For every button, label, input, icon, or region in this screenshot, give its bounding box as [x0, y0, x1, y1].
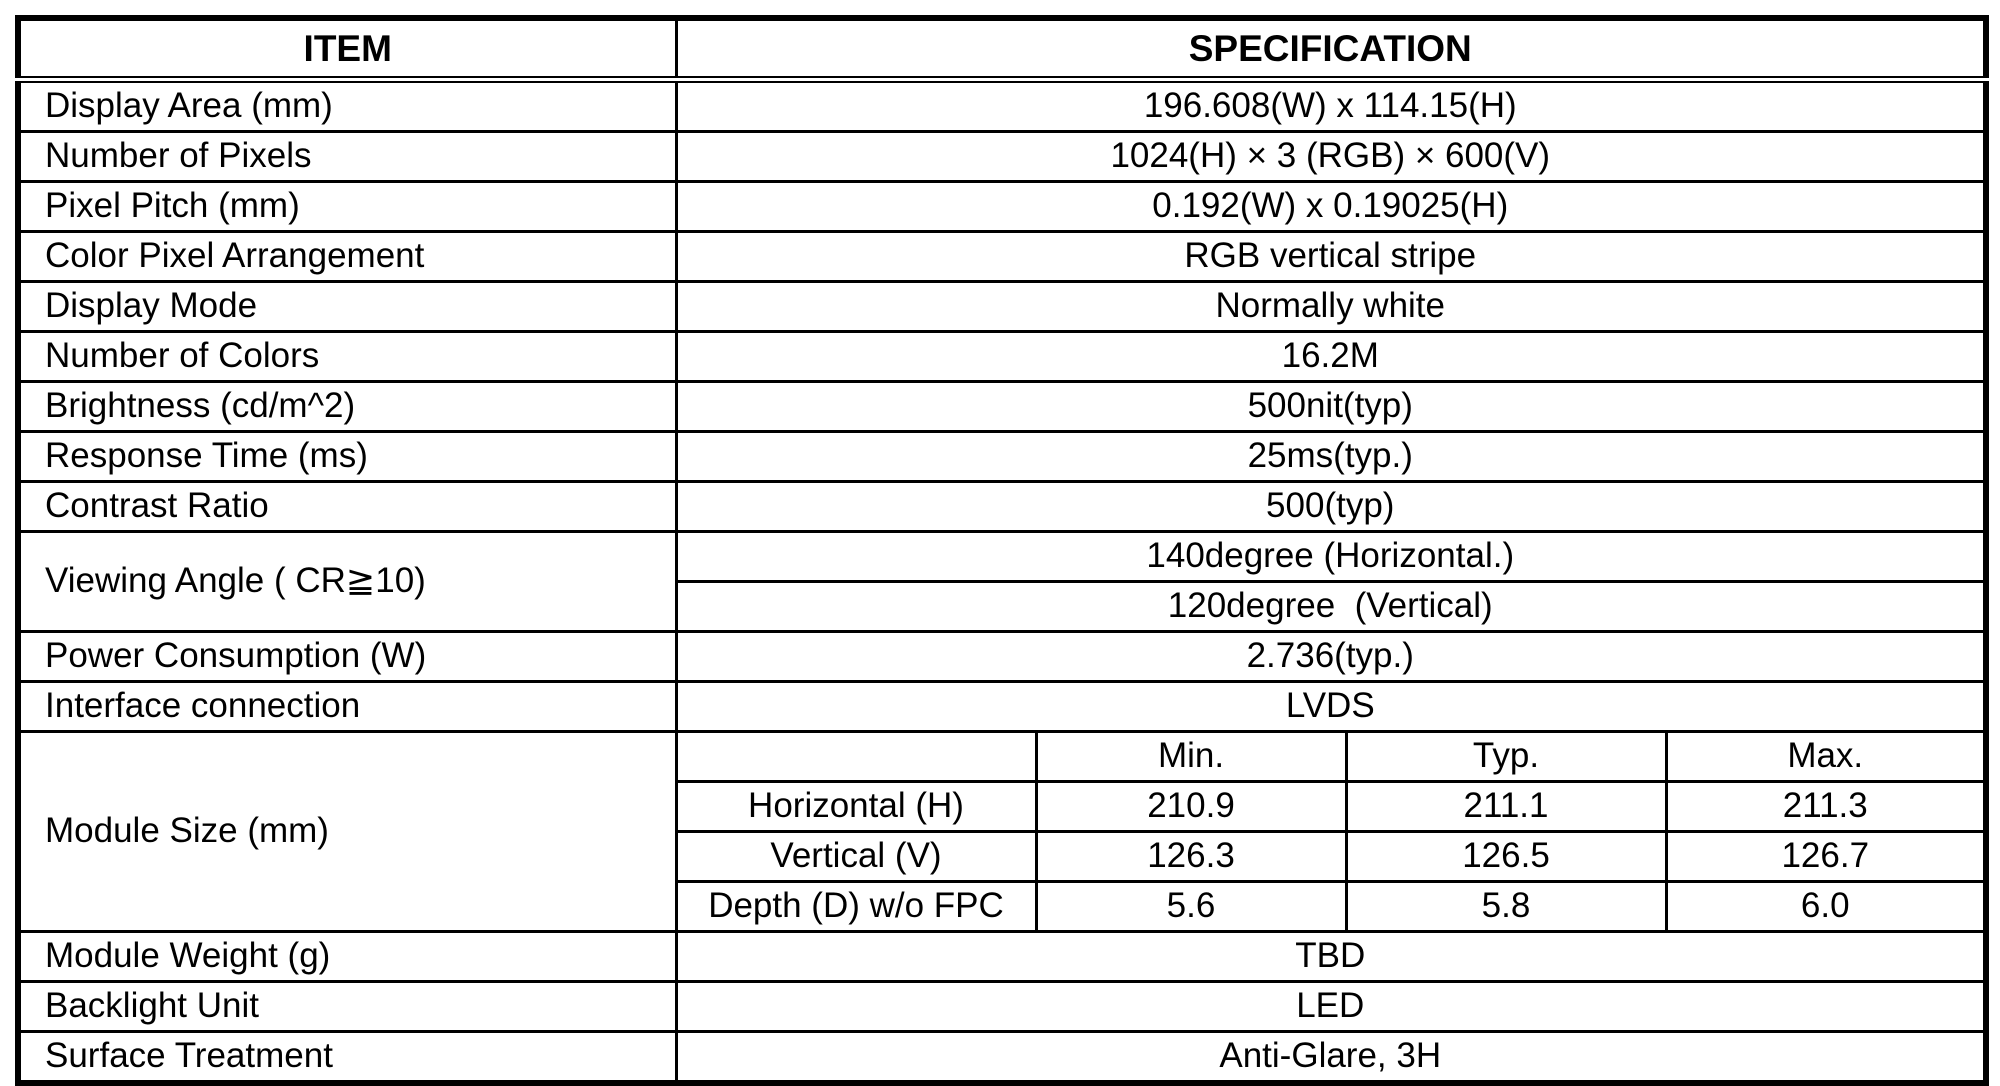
viewing-angle-row-horizontal: [18, 532, 1986, 582]
item-cell-module-size: Module Size (mm): [18, 732, 676, 932]
module-size-min-value: 126.3: [1036, 832, 1346, 882]
item-cell: Backlight Unit: [18, 982, 676, 1032]
specification-column-header: SPECIFICATION: [676, 18, 1986, 80]
module-size-max-value: 211.3: [1666, 782, 1986, 832]
table-row: [18, 132, 1986, 182]
item-cell: Brightness (cd/m^2): [18, 382, 676, 432]
value-cell: TBD: [676, 932, 1986, 982]
table-row: [18, 80, 1986, 132]
item-cell: Display Mode: [18, 282, 676, 332]
value-cell: 500(typ): [676, 482, 1986, 532]
module-size-typ-value: 5.8: [1346, 882, 1666, 932]
value-cell: 2.736(typ.): [676, 632, 1986, 682]
item-cell: Power Consumption (W): [18, 632, 676, 682]
module-size-typ-value: 211.1: [1346, 782, 1666, 832]
table-row: [18, 432, 1986, 482]
item-cell-viewing-angle: Viewing Angle ( CR≧10): [18, 532, 676, 632]
table-row: [18, 382, 1986, 432]
table-row: [18, 232, 1986, 282]
value-cell: 25ms(typ.): [676, 432, 1986, 482]
table-row: [18, 182, 1986, 232]
value-cell: RGB vertical stripe: [676, 232, 1986, 282]
item-cell: Number of Pixels: [18, 132, 676, 182]
item-cell: Response Time (ms): [18, 432, 676, 482]
item-cell: Module Weight (g): [18, 932, 676, 982]
value-cell: 16.2M: [676, 332, 1986, 382]
module-size-row-label: Horizontal (H): [676, 782, 1036, 832]
specification-table: [15, 15, 1989, 1086]
value-cell: 500nit(typ): [676, 382, 1986, 432]
table-row: [18, 1032, 1986, 1084]
item-cell: Surface Treatment: [18, 1032, 676, 1084]
module-size-typ-value: 126.5: [1346, 832, 1666, 882]
table-row: [18, 932, 1986, 982]
table-row: [18, 982, 1986, 1032]
module-size-empty-cell: [676, 732, 1036, 782]
module-size-min-header: Min.: [1036, 732, 1346, 782]
table-header-row: [18, 18, 1986, 80]
value-cell: 196.608(W) x 114.15(H): [676, 80, 1986, 132]
value-cell: LVDS: [676, 682, 1986, 732]
module-size-max-header: Max.: [1666, 732, 1986, 782]
viewing-angle-vertical-value: 120degree (Vertical): [676, 582, 1986, 632]
table-row: [18, 682, 1986, 732]
item-cell: Display Area (mm): [18, 80, 676, 132]
value-cell: Normally white: [676, 282, 1986, 332]
module-size-min-value: 210.9: [1036, 782, 1346, 832]
table-row: [18, 282, 1986, 332]
module-size-max-value: 126.7: [1666, 832, 1986, 882]
table-row: [18, 632, 1986, 682]
module-size-max-value: 6.0: [1666, 882, 1986, 932]
module-size-row-label: Vertical (V): [676, 832, 1036, 882]
viewing-angle-horizontal-value: 140degree (Horizontal.): [676, 532, 1986, 582]
table-row: [18, 332, 1986, 382]
value-cell: LED: [676, 982, 1986, 1032]
value-cell: Anti-Glare, 3H: [676, 1032, 1986, 1084]
item-cell: Contrast Ratio: [18, 482, 676, 532]
item-cell: Number of Colors: [18, 332, 676, 382]
table-row: [18, 482, 1986, 532]
module-size-min-value: 5.6: [1036, 882, 1346, 932]
item-cell: Pixel Pitch (mm): [18, 182, 676, 232]
module-size-header-row: [18, 732, 1986, 782]
item-cell: Color Pixel Arrangement: [18, 232, 676, 282]
item-cell: Interface connection: [18, 682, 676, 732]
module-size-row-label: Depth (D) w/o FPC: [676, 882, 1036, 932]
item-column-header: ITEM: [18, 18, 676, 80]
module-size-typ-header: Typ.: [1346, 732, 1666, 782]
value-cell: 0.192(W) x 0.19025(H): [676, 182, 1986, 232]
value-cell: 1024(H) × 3 (RGB) × 600(V): [676, 132, 1986, 182]
